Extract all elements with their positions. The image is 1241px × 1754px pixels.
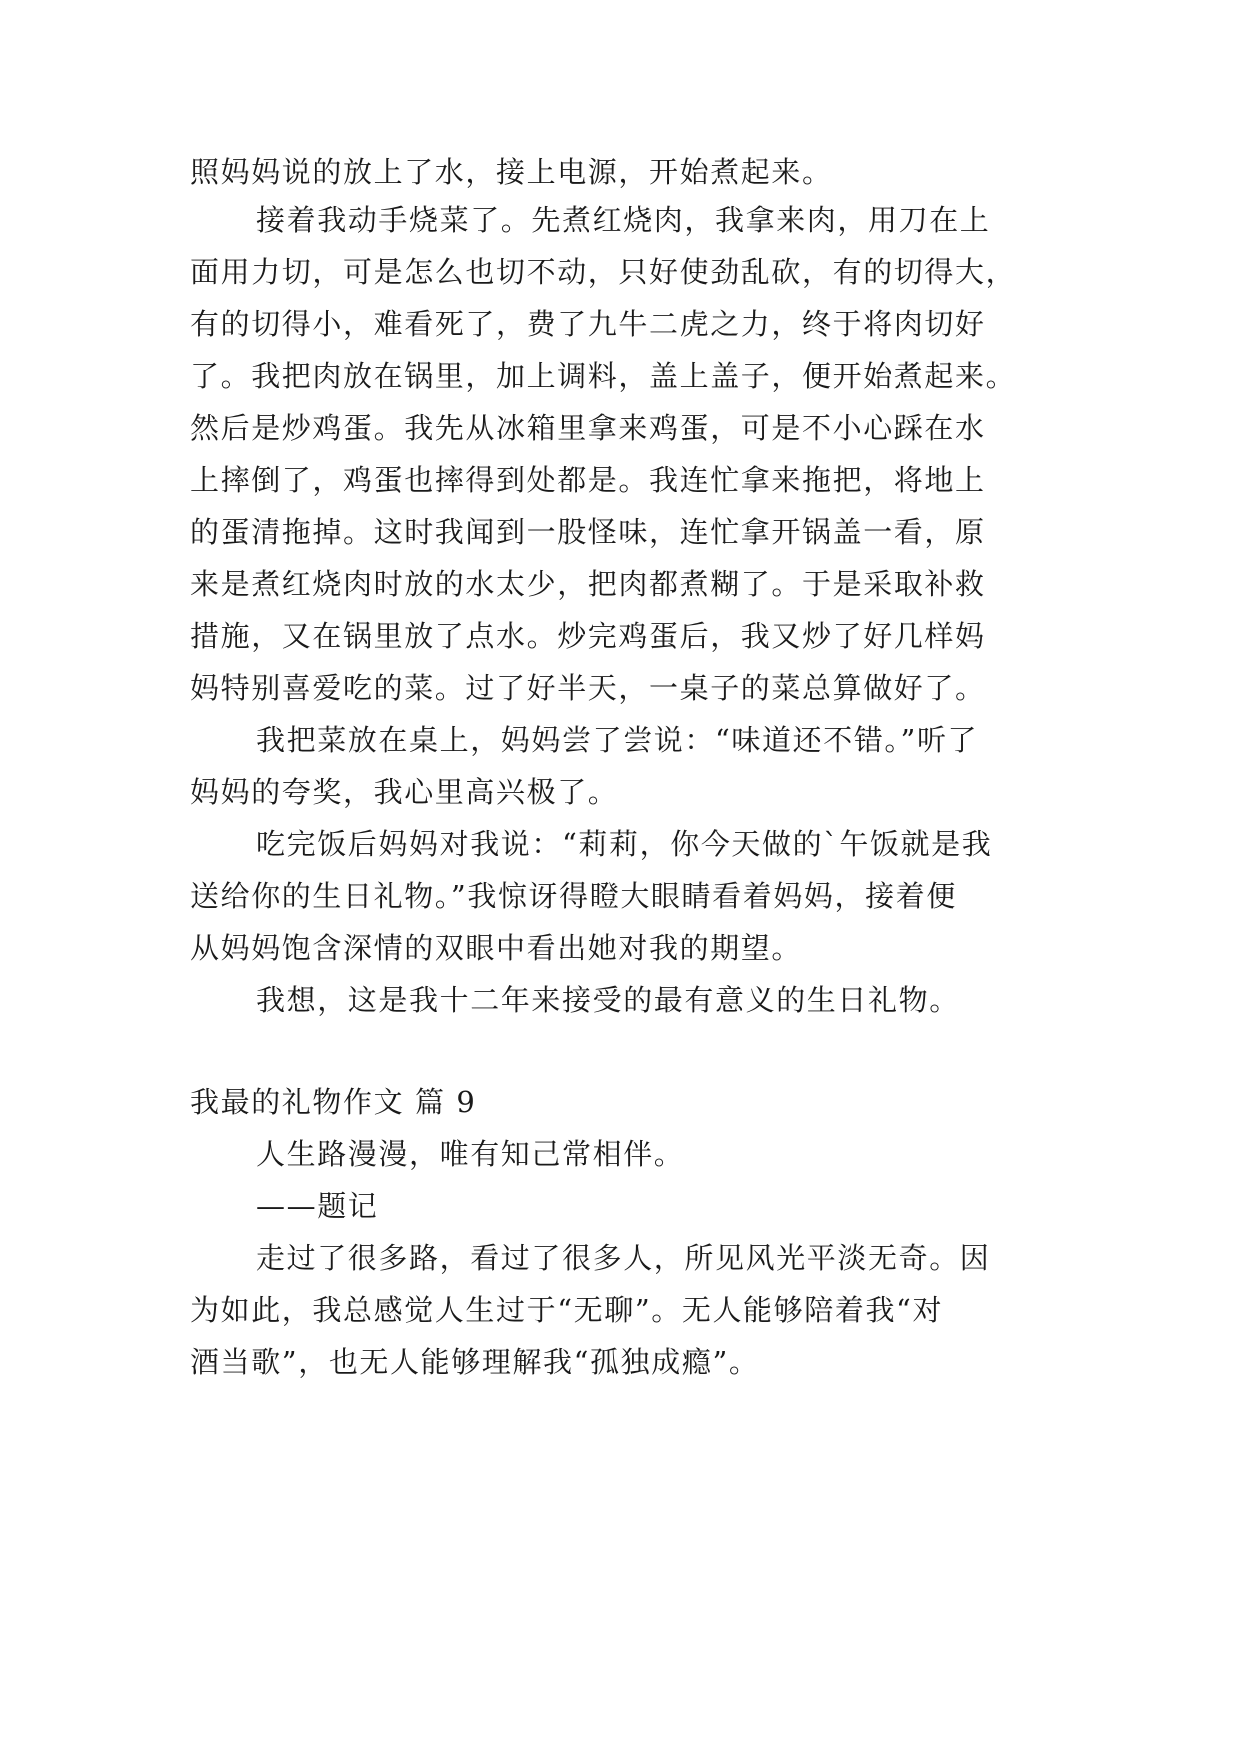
epigraph-attribution: ——题记: [256, 1189, 379, 1223]
text-line: 照妈妈说的放上了水，接上电源，开始煮起来。: [190, 155, 833, 189]
text-line: 面用力切，可是怎么也切不动，只好使劲乱砍，有的切得大，: [190, 255, 1017, 289]
text-line: 了。我把肉放在锅里，加上调料，盖上盖子，便开始煮起来。: [190, 359, 1017, 393]
text-line: 有的切得小，难看死了，费了九牛二虎之力，终于将肉切好: [190, 307, 986, 341]
text-line: 来是煮红烧肉时放的水太少，把肉都煮糊了。于是采取补救: [190, 567, 986, 601]
paragraph-first-line: 吃完饭后妈妈对我说：“莉莉，你今天做的`午饭就是我: [256, 827, 993, 861]
text-line: 妈特别喜爱吃的菜。过了好半天，一桌子的菜总算做好了。: [190, 671, 986, 705]
epigraph-line: 人生路漫漫，唯有知己常相伴。: [256, 1137, 685, 1171]
text-line: 从妈妈饱含深情的双眼中看出她对我的期望。: [190, 931, 803, 965]
section-heading: 我最的礼物作文 篇 9: [190, 1085, 477, 1119]
text-line: 的蛋清拖掉。这时我闻到一股怪味，连忙拿开锅盖一看，原: [190, 515, 986, 549]
paragraph-first-line: 走过了很多路，看过了很多人，所见风光平淡无奇。因: [256, 1241, 991, 1275]
text-line: 然后是炒鸡蛋。我先从冰箱里拿来鸡蛋，可是不小心踩在水: [190, 411, 986, 445]
text-line: 为如此，我总感觉人生过于“无聊”。无人能够陪着我“对: [190, 1293, 944, 1327]
paragraph-first-line: 接着我动手烧菜了。先煮红烧肉，我拿来肉，用刀在上: [256, 203, 991, 237]
text-line: 送给你的生日礼物。”我惊讶得瞪大眼睛看着妈妈，接着便: [190, 879, 957, 913]
text-line: 措施，又在锅里放了点水。炒完鸡蛋后，我又炒了好几样妈: [190, 619, 986, 653]
paragraph-first-line: 我把菜放在桌上，妈妈尝了尝说：“味道还不错。”听了: [256, 723, 979, 757]
text-line: 妈妈的夸奖，我心里高兴极了。: [190, 775, 619, 809]
text-line: 酒当歌”，也无人能够理解我“孤独成瘾”。: [190, 1345, 760, 1379]
paragraph-first-line: 我想，这是我十二年来接受的最有意义的生日礼物。: [256, 983, 960, 1017]
text-line: 上摔倒了，鸡蛋也摔得到处都是。我连忙拿来拖把，将地上: [190, 463, 986, 497]
